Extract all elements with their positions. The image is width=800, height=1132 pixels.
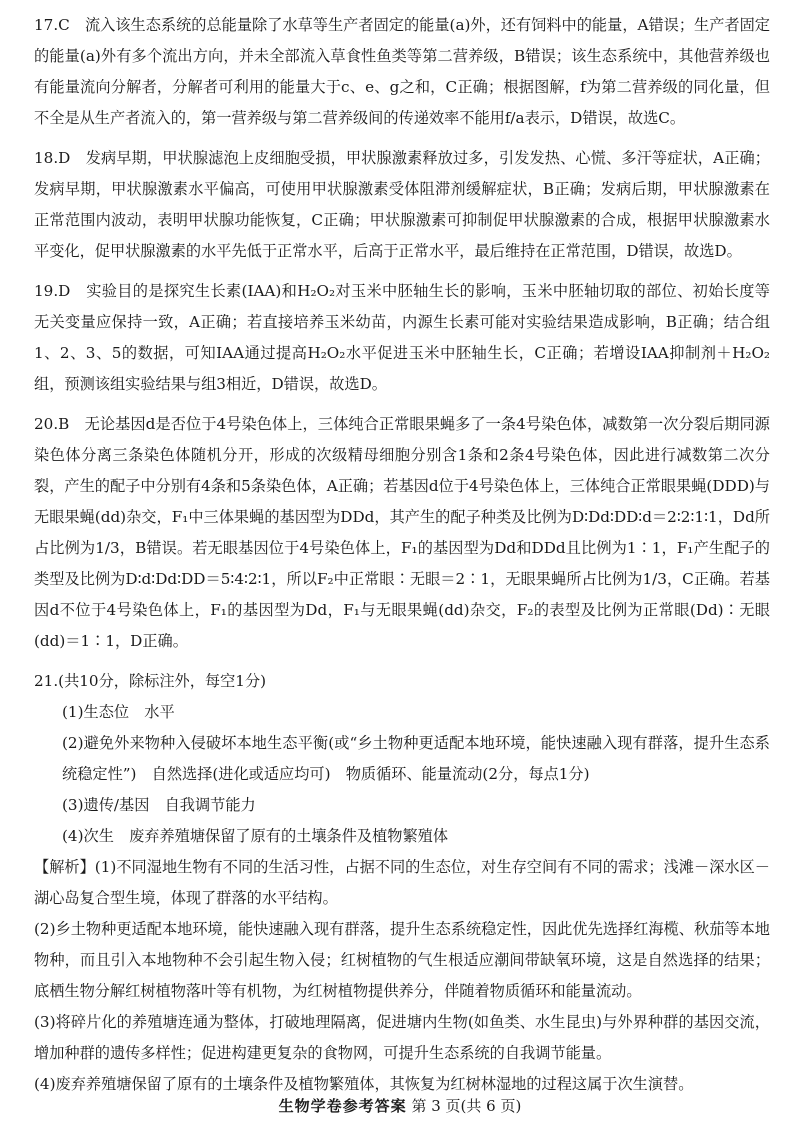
answer-21-part4: (4)次生 废弃养殖塘保留了原有的土壤条件及植物繁殖体 bbox=[62, 827, 449, 845]
analysis-1: 【解析】(1)不同湿地生物有不同的生活习性，占据不同的生态位，对生存空间有不同的需求；浅滩－深水区－湖心岛复合型生境，体现了群落的水平结构。 bbox=[34, 858, 770, 907]
answer-21-heading: 21.(共10分，除标注外，每空1分) bbox=[34, 672, 267, 690]
answer-21-part1: (1)生态位 水平 bbox=[62, 703, 175, 721]
page-footer bbox=[0, 1095, 800, 1117]
answer-21-part2: (2)避免外来物种入侵破坏本地生态平衡(或“乡土物种更适配本地环境，能快速融入现有群落，提升生态系统稳定性”) 自然选择(进化或适应均可) 物质循环、能量流动(2分，每点1分) bbox=[62, 734, 770, 783]
footer-title: 生物学卷参考答案 bbox=[278, 1097, 407, 1115]
footer-page-number: 第 3 页(共 6 页) bbox=[411, 1097, 522, 1115]
answer-18: 18.D 发病早期，甲状腺滤泡上皮细胞受损，甲状腺激素释放过多，引发发热、心慌、多汗等症状，A正确；发病早期，甲状腺激素水平偏高，可使用甲状腺激素受体阻滞剂缓解症状，B正确；发病后期，甲状腺激素在正常范围内波动，表明甲状腺功能恢复，C正确；甲状腺激素可抑制促甲状腺激素的合成，根据甲状腺激素水平变化，促甲状腺激素的水平先低于正常水平，后高于正常水平，最后维持在正常范围，D错误，故选D。 bbox=[34, 149, 770, 260]
answer-20: 20.B 无论基因d是否位于4号染色体上，三体纯合正常眼果蝇多了一条4号染色体，减数第一次分裂后期同源染色体分离三条染色体随机分开，形成的次级精母细胞分别含1条和2条4号染色体，因此进行减数第二次分裂，产生的配子中分别有4条和5条染色体，A正确；若基因d位于4号染色体上，三体纯合正常眼果蝇(DDD)与无眼果蝇(dd)杂交，F₁中三体果蝇的基因型为DDd，其产生的配子种类及比例为D∶Dd∶DD∶d＝2∶2∶1∶1，Dd所占比例为1/3，B错误。若无眼基因位于4号染色体上，F₁的基因型为Dd和DDd且比例为1∶1，F₁产生配子的类型及比例为D∶d∶Dd∶DD＝5∶4∶2∶1，所以F₂中正常眼∶无眼＝2∶1，无眼果蝇所占比例为1/3，C正确。若基因d不位于4号染色体上，F₁的基因型为Dd，F₁与无眼果蝇(dd)杂交，F₂的表型及比例为正常眼(Dd)∶无眼(dd)＝1∶1，D正确。 bbox=[34, 415, 770, 650]
answer-19: 19.D 实验目的是探究生长素(IAA)和H₂O₂对玉米中胚轴生长的影响，玉米中胚轴切取的部位、初始长度等无关变量应保持一致，A正确；若直接培养玉米幼苗，内源生长素可能对实验结果造成影响，B正确；结合组1、2、3、5的数据，可知IAA通过提高H₂O₂水平促进玉米中胚轴生长，C正确；若增设IAA抑制剂＋H₂O₂组，预测该组实验结果与组3相近，D错误，故选D。 bbox=[34, 282, 770, 393]
analysis-4: (4)废弃养殖塘保留了原有的土壤条件及植物繁殖体，其恢复为红树林湿地的过程这属于次生演替。 bbox=[34, 1075, 694, 1093]
analysis-2: (2)乡土物种更适配本地环境，能快速融入现有群落，提升生态系统稳定性，因此优先选择红海榄、秋茄等本地物种，而且引入本地物种不会引起生物入侵；红树植物的气生根适应潮间带缺氧环境，这是自然选择的结果；底栖生物分解红树植物落叶等有机物，为红树植物提供养分，伴随着物质循环和能量流动。 bbox=[34, 920, 770, 1000]
answer-21-part3: (3)遗传/基因 自我调节能力 bbox=[62, 796, 256, 814]
answer-17: 17.C 流入该生态系统的总能量除了水草等生产者固定的能量(a)外，还有饲料中的能量，A错误；生产者固定的能量(a)外有多个流出方向，并未全部流入草食性鱼类等第二营养级，B错误；该生态系统中，其他营养级也有能量流向分解者，分解者可利用的能量大于c、e、g之和，C正确；根据图解，f为第二营养级的同化量，但不全是从生产者流入的，第一营养级与第二营养级间的传递效率不能用f/a表示，D错误，故选C。 bbox=[34, 16, 770, 127]
analysis-3: (3)将碎片化的养殖塘连通为整体，打破地理隔离，促进塘内生物(如鱼类、水生昆虫)与外界种群的基因交流，增加种群的遗传多样性；促进构建更复杂的食物网，可提升生态系统的自我调节能量。 bbox=[34, 1013, 770, 1062]
